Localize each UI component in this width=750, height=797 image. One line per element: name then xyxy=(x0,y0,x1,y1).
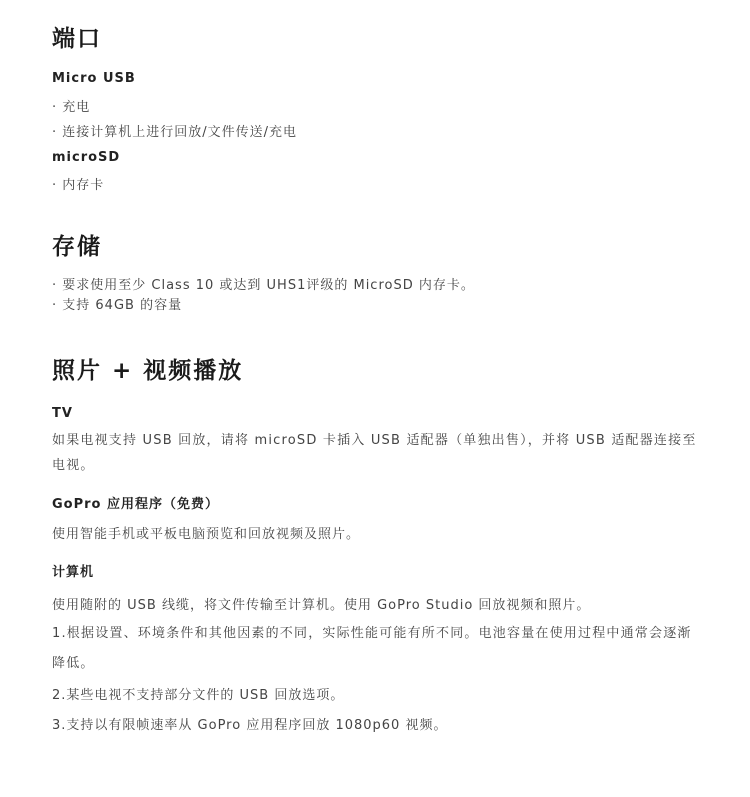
micro-usb-item-2: · 连接计算机上进行回放/文件传送/充电 xyxy=(52,125,298,140)
microsd-item-1: · 内存卡 xyxy=(52,178,105,193)
computer-text: 使用随附的 USB 线缆，将文件传输至计算机。使用 GoPro Studio 回放视频和照片。 xyxy=(52,598,591,613)
micro-usb-item-1: · 充电 xyxy=(52,100,91,115)
microsd-title: microSD xyxy=(52,150,121,165)
note-2: 2.某些电视不支持部分文件的 USB 回放选项。 xyxy=(52,688,345,703)
storage-heading: 存储 xyxy=(52,234,102,260)
note-1: 1.根据设置、环境条件和其他因素的不同，实际性能可能有所不同。电池容量在使用过程中通常会逐渐降低。 xyxy=(52,626,692,671)
micro-usb-title: Micro USB xyxy=(52,71,136,86)
gopro-app-title: GoPro 应用程序（免费） xyxy=(52,497,219,512)
ports-heading: 端口 xyxy=(52,26,102,52)
tv-title: TV xyxy=(52,406,73,421)
playback-heading: 照片 + 视频播放 xyxy=(52,358,244,384)
gopro-app-text: 使用智能手机或平板电脑预览和回放视频及照片。 xyxy=(52,527,361,542)
note-3: 3.支持以有限帧速率从 GoPro 应用程序回放 1080p60 视频。 xyxy=(52,718,448,733)
storage-item-2: · 支持 64GB 的容量 xyxy=(52,298,183,313)
computer-title: 计算机 xyxy=(52,565,95,580)
storage-item-1: · 要求使用至少 Class 10 或达到 UHS1评级的 MicroSD 内存卡。 xyxy=(52,278,475,293)
tv-text: 如果电视支持 USB 回放，请将 microSD 卡插入 USB 适配器（单独出售），并将 USB 适配器连接至电视。 xyxy=(52,433,697,473)
